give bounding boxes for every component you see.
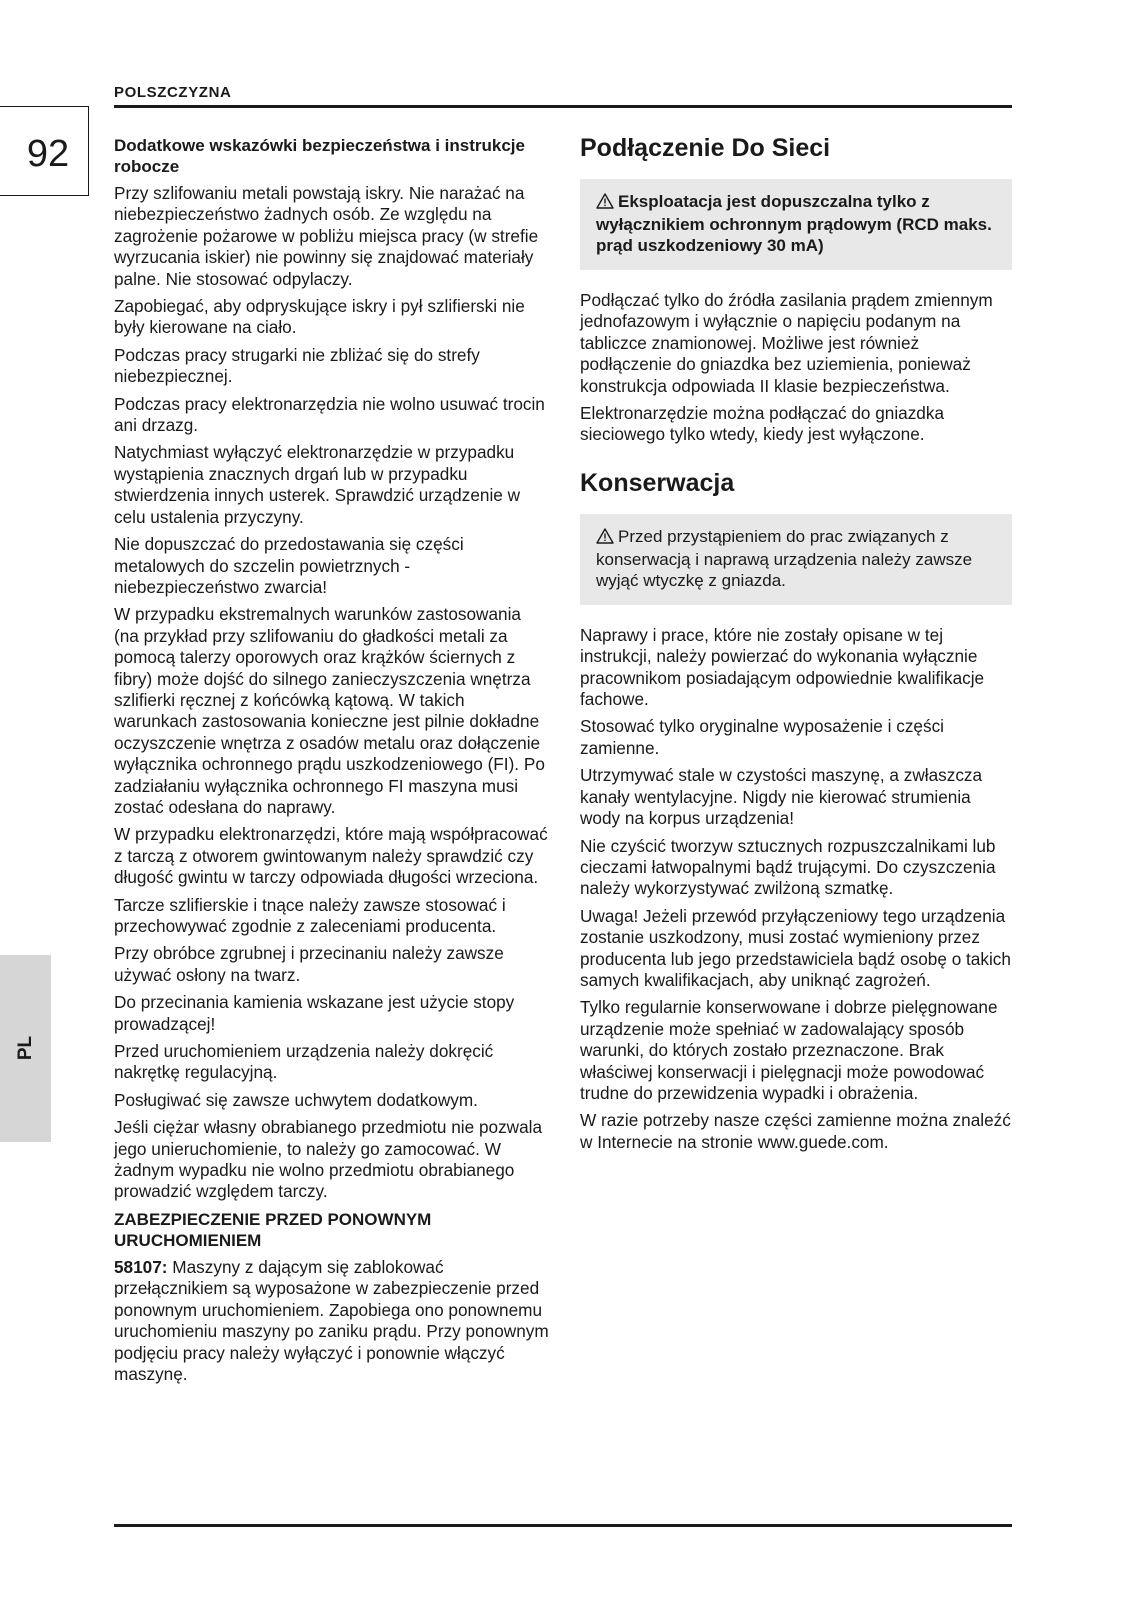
paragraph: Przy obróbce zgrubnej i przecinaniu należy zawsze używać osłony na twarz. — [114, 943, 504, 985]
top-divider — [114, 105, 1012, 108]
maintenance-warning-note — [580, 514, 1012, 605]
paragraph: Podłączać tylko do źródła zasilania prądem zmiennym jednofazowym i wyłącznie o napięciu podanym na tabliczce znamionowej. Możliwe jest również podłączenie do gniazdka bez uziemienia, ponieważ konstrukcja odpowiada II klasie bezpieczeństwa. — [580, 290, 993, 396]
restart-protection-heading: ZABEZPIECZENIE PRZED PONOWNYM URUCHOMIENIEM — [114, 1209, 432, 1250]
warning-triangle-icon — [596, 528, 614, 549]
paragraph: Nie czyścić tworzyw sztucznych rozpuszczalnikami lub cieczami łatwopalnymi bądź trującymi. Do czyszczenia należy wykorzystywać zwilżoną szmatkę. — [580, 835, 996, 899]
model-number: 58107: — [114, 1256, 168, 1277]
warning-triangle-icon — [596, 193, 614, 214]
paragraph: Podczas pracy strugarki nie zbliżać się do strefy niebezpiecznej. — [114, 344, 480, 387]
safety-instructions-heading: Dodatkowe wskazówki bezpieczeństwa i instrukcje robocze — [114, 136, 525, 176]
left-column — [114, 135, 550, 1391]
paragraph: Uwaga! Jeżeli przewód przyłączeniowy tego urządzenia zostanie uszkodzony, musi zostać wymieniony przez producenta lub jego przedstawiciela bądź osobę o takich samych kwalifikacjach, aby uniknąć zagrożeń. — [580, 905, 1011, 990]
maintenance-warning-text: Przed przystąpieniem do prac związanych z konserwacją i naprawą urządzenia należy zawsze wyjąć wtyczkę z gniazda. — [596, 526, 973, 590]
rcd-warning-text: Eksploatacja jest dopuszczalna tylko z wyłącznikiem ochronnym prądowym (RCD maks. prąd uszkodzeniowy 30 mA) — [596, 192, 992, 255]
paragraph: Przed uruchomieniem urządzenia należy dokręcić nakrętkę regulacyjną. — [114, 1041, 494, 1083]
paragraph: Utrzymywać stale w czystości maszynę, a zwłaszcza kanały wentylacyjne. Nigdy nie kierować strumienia wody na korpus urządzenia! — [580, 765, 983, 829]
paragraph: Naprawy i prace, które nie zostały opisane w tej instrukcji, należy powierzać do wykonania wyłącznie pracownikom posiadającym odpowiednie kwalifikacje fachowe. — [580, 624, 985, 710]
maintenance-heading: Konserwacja — [580, 468, 735, 497]
rcd-warning-note — [580, 179, 1012, 270]
restart-protection-text: Maszyny z dającym się zablokować przełącznikiem są wyposażone w zabezpieczenie przed ponownym uruchomieniem. Zapobiega ono ponownemu uruchomieniu maszyny po zaniku prądu. Przy ponownym podjęciu pracy należy wyłączyć i ponownie włączyć maszynę. — [114, 1256, 549, 1384]
paragraph: Nie dopuszczać do przedostawania się części metalowych do szczelin powietrznych - niebezpieczeństwo zwarcia! — [114, 534, 464, 597]
paragraph: Natychmiast wyłączyć elektronarzędzie w przypadku wystąpienia znacznych drgań lub w przypadku stwierdzenia innych usterek. Sprawdzić urządzenie w celu ustalenia przyczyny. — [114, 442, 521, 527]
paragraph: Do przecinania kamienia wskazane jest użycie stopy prowadzącej! — [114, 992, 515, 1034]
paragraph: Stosować tylko oryginalne wyposażenie i części zamienne. — [580, 716, 944, 758]
paragraph: Jeśli ciężar własny obrabianego przedmiotu nie pozwala jego unieruchomienie, to należy go zamocować. W żadnym wypadku nie wolno przedmiotu obrabianego prowadzić względem tarczy. — [114, 1117, 543, 1202]
paragraph: Przy szlifowaniu metali powstają iskry. Nie narażać na niebezpieczeństwo żadnych osób. Ze względu na zagrożenie pożarowe w pobliżu miejsca pracy (w strefie wyrzucania iskier) nie powinny się znajdować materiały palne. Nie stosować odpylaczy. — [114, 183, 539, 289]
paragraph: W razie potrzeby nasze części zamienne można znaleźć w Internecie na stronie www.guede.com. — [580, 1110, 1011, 1152]
page-number: 92 — [26, 133, 70, 175]
paragraph: W przypadku elektronarzędzi, które mają współpracować z tarczą z otworem gwintowanym należy sprawdzić czy długość gwintu w tarczy odpowiada długości wrzeciona. — [114, 824, 548, 888]
paragraph: W przypadku ekstremalnych warunków zastosowania (na przykład przy szlifowaniu do gładkości metali za pomocą talerzy oporowych oraz krążków ściernych z fibry) może dojść do silnego zanieczyszczenia wnętrza szlifierki ręcznej z końcówką kątową. W takich warunkach zastosowania konieczne jest pilnie dokładne oczyszczenie wnętrza z osadów metalu oraz dołączenie wyłącznika ochronnego prądu uszkodzeniowego (FI). Po zadziałaniu wyłącznika ochronnego FI maszyna musi zostać odesłana do naprawy. — [114, 604, 545, 817]
section-language-header: POLSZCZYZNA — [114, 84, 232, 101]
connection-heading: Podłączenie Do Sieci — [580, 134, 831, 162]
language-side-tab-label: PL — [15, 1035, 36, 1061]
paragraph: Posługiwać się zawsze uchwytem dodatkowym. — [114, 1089, 478, 1110]
paragraph: Tarcze szlifierskie i tnące należy zawsze stosować i przechowywać zgodnie z zaleceniami producenta. — [114, 894, 506, 936]
right-column — [580, 133, 1012, 1159]
restart-protection-paragraph — [114, 1257, 550, 1385]
paragraph: Podczas pracy elektronarzędzia nie wolno usuwać trocin ani drzazg. — [114, 393, 545, 436]
paragraph: Tylko regularnie konserwowane i dobrze pielęgnowane urządzenie może spełniać w zadowalający sposób warunki, do których zostało przeznaczone. Brak właściwej konserwacji i pielęgnacji może powodować trudne do przewidzenia wypadki i obrażenia. — [580, 997, 998, 1103]
paragraph: Elektronarzędzie można podłączać do gniazdka sieciowego tylko wtedy, kiedy jest wyłączone. — [580, 403, 945, 445]
paragraph: Zapobiegać, aby odpryskujące iskry i pył szlifierski nie były kierowane na ciało. — [114, 296, 525, 338]
bottom-divider — [114, 1524, 1012, 1527]
